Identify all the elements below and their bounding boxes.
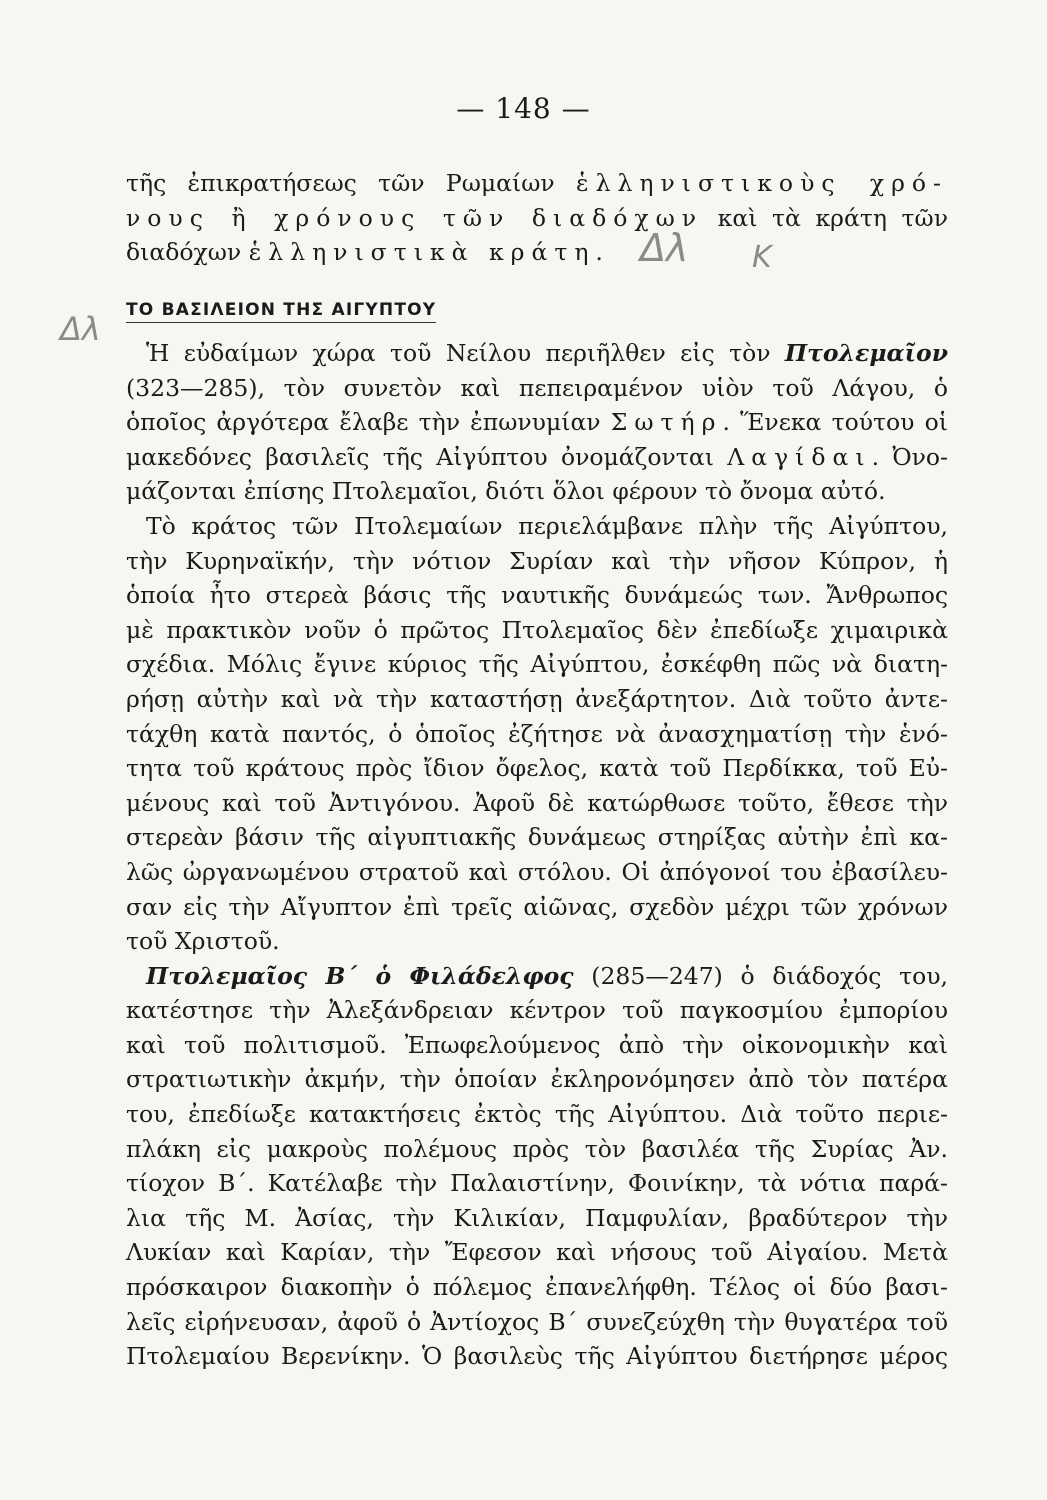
- text-line: [126, 578, 948, 613]
- text-line: [126, 1097, 948, 1132]
- section-heading: ΤΟ ΒΑΣΙΛΕΙΟΝ ΤΗΣ ΑΙΓΥΠΤΟΥ: [126, 300, 436, 323]
- text-line: [126, 235, 948, 270]
- text-run: μένους καὶ τοῦ Ἀντιγόνου. Ἀφοῦ δὲ κατώρθωσε τοῦτο, ἔθεσε τὴν: [126, 788, 948, 817]
- text-run: πρόσκαιρον διακοπὴν ὁ πόλεμος ἐπανελήφθη. Τέλος οἱ δύο βασι-: [126, 1273, 948, 1302]
- text-line: [126, 1201, 948, 1236]
- text-line: [126, 613, 948, 648]
- text-run: τάχθη κατὰ παντός, ὁ ὁποῖος ἐζήτησε νὰ ἀνασχηματίσῃ τὴν ἑνό-: [126, 719, 948, 748]
- text-line: [126, 751, 948, 786]
- text-line: [126, 405, 948, 440]
- text-line: [126, 820, 948, 855]
- text-run: κατέστησε τὴν Ἀλεξάνδρειαν κέντρον τοῦ παγκοσμίου ἐμπορίου: [126, 996, 948, 1025]
- intro-paragraph: [126, 166, 948, 270]
- text-line: [126, 509, 948, 544]
- text-line: [126, 959, 948, 994]
- text-line: [126, 201, 948, 236]
- text-line: [126, 474, 948, 509]
- text-line: [126, 1132, 948, 1167]
- text-line: [126, 1028, 948, 1063]
- text-run: λῶς ὠργανωμένου στρατοῦ καὶ στόλου. Οἱ ἀπόγονοί του ἐβασίλευ-: [126, 857, 948, 886]
- text-run: διαδόχων: [126, 238, 249, 267]
- text-run: του, ἐπεδίωξε κατακτήσεις ἐκτὸς τῆς Αἰγύπτου. Διὰ τοῦτο περιε-: [126, 1100, 948, 1129]
- spaced-term: ἑλληνιστικοὺς χρό-: [576, 169, 948, 197]
- text-run: . Ὀνο-: [871, 442, 948, 471]
- spaced-term: Λαγίδαι: [727, 442, 872, 471]
- text-run: μάζονται ἐπίσης Πτολεμαῖοι, διότι ὅλοι φέρουν τὸ ὄνομα αὐτό.: [126, 477, 886, 506]
- text-run: τοῦ Χριστοῦ.: [126, 927, 280, 956]
- text-run: στρατιωτικὴν ἀκμήν, τὴν ὁποίαν ἐκληρονόμησεν ἀπὸ τὸν πατέρα: [126, 1065, 948, 1094]
- text-run: λεῖς εἰρήνευσαν, ἀφοῦ ὁ Ἀντίοχος Β΄ συνεζεύχθη τὴν θυγατέρα τοῦ: [126, 1307, 948, 1336]
- bold-italic-term: Πτολεμαῖον: [784, 339, 948, 367]
- text-run: . Ἕνεκα τούτου οἱ: [722, 408, 948, 437]
- text-run: τῆς ἐπικρατήσεως τῶν Ρωμαίων: [126, 169, 576, 197]
- text-run: μὲ πρακτικὸν νοῦν ὁ πρῶτος Πτολεμαῖος δὲν ἐπεδίωξε χιμαιρικὰ: [126, 615, 948, 644]
- text-line: [126, 1062, 948, 1097]
- text-run: καὶ τὰ κράτη τῶν: [703, 203, 948, 232]
- text-line: [126, 717, 948, 752]
- text-line: [126, 1339, 948, 1374]
- text-line: [126, 336, 948, 371]
- text-line: [126, 440, 948, 475]
- text-line: [126, 786, 948, 821]
- text-line: [126, 855, 948, 890]
- text-run: Λυκίαν καὶ Καρίαν, τὴν Ἔφεσον καὶ νήσους τοῦ Αἰγαίου. Μετὰ: [126, 1238, 948, 1267]
- text-line: [126, 166, 948, 201]
- text-line: [126, 647, 948, 682]
- text-line: [126, 890, 948, 925]
- bold-italic-term: Πτολεμαῖος Β΄ ὁ Φιλάδελφος: [146, 961, 574, 990]
- handwritten-mark: Δλ: [640, 226, 689, 270]
- text-run: Τὸ κράτος τῶν Πτολεμαίων περιελάμβανε πλὴν τῆς Αἰγύπτου,: [146, 511, 948, 540]
- text-run: μακεδόνες βασιλεῖς τῆς Αἰγύπτου ὀνομάζονται: [126, 442, 728, 471]
- text-line: [126, 544, 948, 579]
- page-number: — 148 —: [456, 92, 591, 125]
- text-run: (323—285), τὸν συνετὸν καὶ πεπειραμένον υἱὸν τοῦ Λάγου, ὁ: [126, 373, 948, 402]
- handwritten-mark: Δλ: [60, 310, 101, 348]
- spaced-term: ἑλληνιστικὰ κράτη.: [248, 238, 610, 267]
- text-run: ρήσῃ αὐτὴν καὶ νὰ τὴν καταστήσῃ ἀνεξάρτητον. Διὰ τοῦτο ἀντε-: [126, 684, 948, 713]
- text-run: τητα τοῦ κράτους πρὸς ἴδιον ὄφελος, κατὰ τοῦ Περδίκκα, τοῦ Εὐ-: [126, 754, 948, 783]
- text-line: [126, 1305, 948, 1340]
- text-run: τὴν Κυρηναϊκήν, τὴν νότιον Συρίαν καὶ τὴν νῆσον Κύπρον, ἡ: [126, 546, 948, 575]
- text-run: σαν εἰς τὴν Αἴγυπτον ἐπὶ τρεῖς αἰῶνας, σχεδὸν μέχρι τῶν χρόνων: [126, 892, 948, 921]
- text-line: [126, 924, 948, 959]
- text-run: σχέδια. Μόλις ἔγινε κύριος τῆς Αἰγύπτου, ἐσκέφθη πῶς νὰ διατη-: [126, 650, 948, 679]
- text-line: [126, 993, 948, 1028]
- text-line: [126, 1235, 948, 1270]
- text-line: [126, 682, 948, 717]
- text-run: καὶ τοῦ πολιτισμοῦ. Ἐπωφελούμενος ἀπὸ τὴν οἰκονομικὴν καὶ: [126, 1030, 948, 1059]
- handwritten-mark: Κ: [752, 240, 772, 275]
- text-run: (285—247) ὁ διάδοχός του,: [573, 961, 948, 990]
- text-run: στερεὰν βάσιν τῆς αἰγυπτιακῆς δυνάμεως στηρίξας αὐτὴν ἐπὶ κα-: [126, 823, 948, 852]
- spaced-term: νους ἢ χρόνους τῶν διαδόχων: [126, 203, 704, 232]
- text-line: [126, 1270, 948, 1305]
- text-line: [126, 371, 948, 406]
- text-run: Πτολεμαίου Βερενίκην. Ὁ βασιλεὺς τῆς Αἰγύπτου διετήρησε μέρος: [126, 1342, 948, 1371]
- text-run: πλάκη εἰς μακροὺς πολέμους πρὸς τὸν βασιλέα τῆς Συρίας Ἀν.: [126, 1134, 948, 1163]
- body-text: [126, 336, 948, 1374]
- text-run: τίοχον Β΄. Κατέλαβε τὴν Παλαιστίνην, Φοινίκην, τὰ νότια παρά-: [126, 1169, 948, 1198]
- spaced-term: Σωτήρ: [610, 408, 723, 437]
- text-run: Ἡ εὐδαίμων χώρα τοῦ Νείλου περιῆλθεν εἰς τὸν: [146, 339, 785, 367]
- text-run: λια τῆς Μ. Ἀσίας, τὴν Κιλικίαν, Παμφυλίαν, βραδύτερον τὴν: [126, 1203, 948, 1232]
- text-run: ὁποῖος ἀργότερα ἔλαβε τὴν ἐπωνυμίαν: [126, 408, 611, 437]
- text-line: [126, 1166, 948, 1201]
- text-run: ὁποία ἦτο στερεὰ βάσις τῆς ναυτικῆς δυνάμεώς των. Ἄνθρωπος: [126, 581, 948, 610]
